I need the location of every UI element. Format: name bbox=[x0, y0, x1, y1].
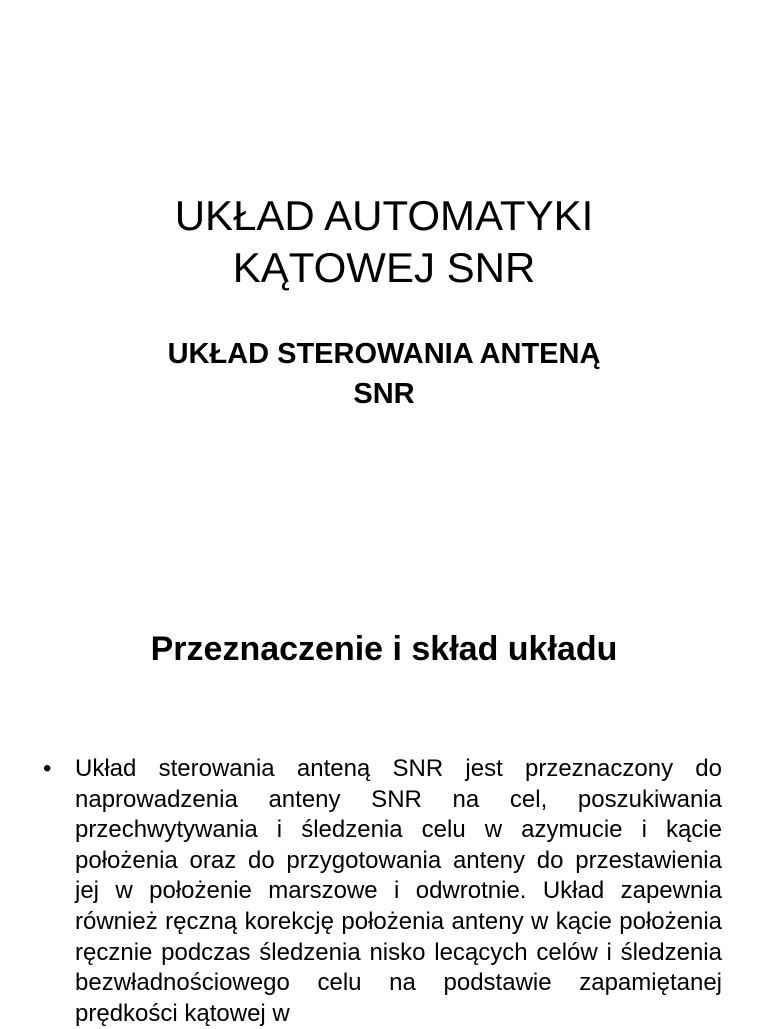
bullet-text: Układ sterowania anteną SNR jest przeznaczony do naprowadzenia anteny SNR na cel, poszukiwania przechwytywania i śledzenia celu w azymucie i kącie położenia oraz do przygotowania anteny do przestawienia jej w położenie marszowe i odwrotnie. Układ zapewnia również ręczną korekcję położenia anteny w kącie położenia ręcznie podczas śledzenia nisko lecących celów i śledzenia bezwładnościowego celu na podstawie zapamiętanej prędkości kątowej w bbox=[75, 755, 722, 1027]
title-line-2: KĄTOWEJ SNR bbox=[232, 244, 536, 291]
bullet-list bbox=[0, 754, 768, 1029]
document-subtitle bbox=[0, 334, 768, 414]
section-heading: Przeznaczenie i skład układu bbox=[150, 630, 618, 668]
subtitle-line-2: SNR bbox=[353, 378, 415, 410]
subtitle-line-1: UKŁAD STEROWANIA ANTENĄ bbox=[167, 338, 601, 370]
list-item bbox=[43, 754, 722, 1029]
bullet-icon: • bbox=[43, 755, 52, 782]
document-title bbox=[0, 190, 768, 294]
title-line-1: UKŁAD AUTOMATYKI bbox=[174, 192, 594, 239]
